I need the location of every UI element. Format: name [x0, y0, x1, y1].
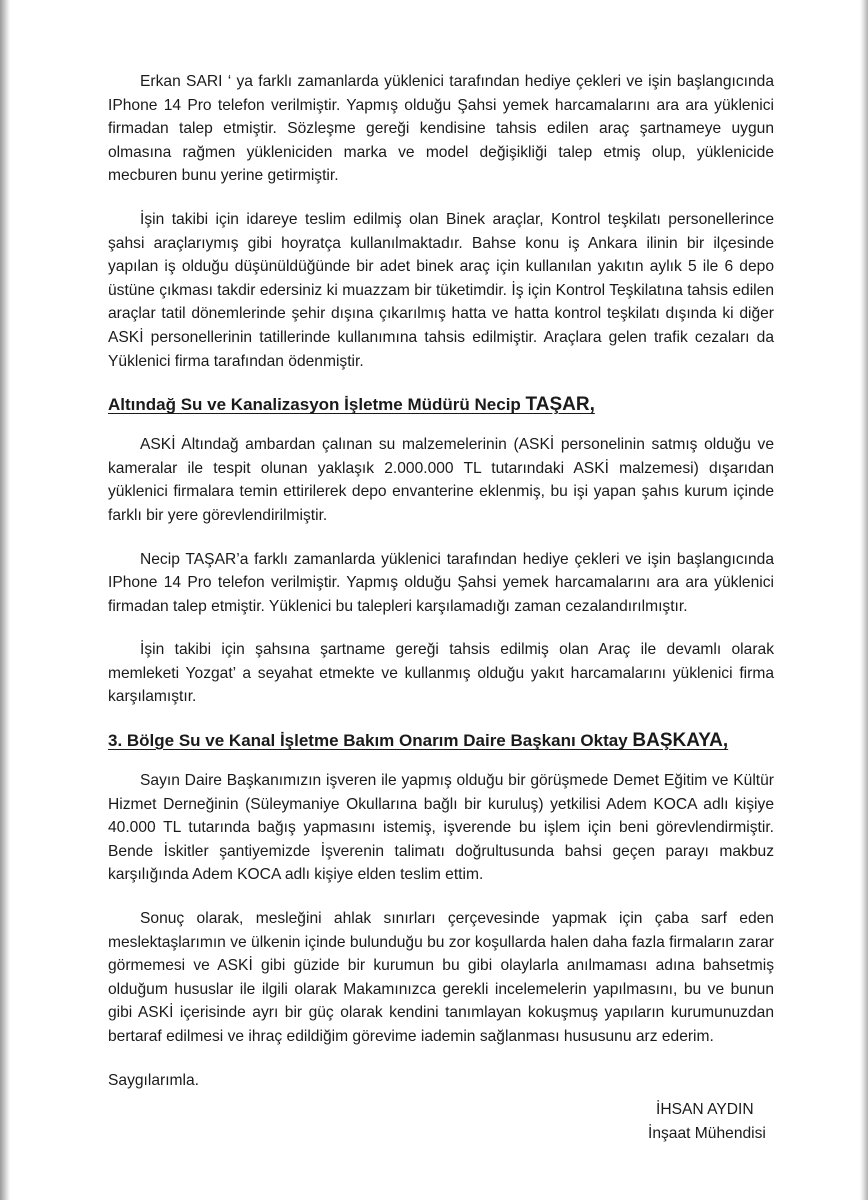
page-shadow-right: [860, 0, 868, 1200]
paragraph-stolen-materials: ASKİ Altındağ ambardan çalınan su malzemelerinin (ASKİ personelinin satmış olduğu ve kameralar ile tespit olunan yaklaşık 2.000.000 TL tutarındaki ASKİ malzemesi) dışarıdan yüklenici firmalara temin ettirilerek depo envanterine eklenmiş, bu işi yapan şahıs kurum içinde farklı bir yere görevlendirilmiştir.: [108, 436, 774, 524]
section-heading-necip-tasar: [108, 393, 774, 417]
letter-body: [108, 70, 774, 1092]
paragraph-erkan-sari: Erkan SARI ‘ ya farklı zamanlarda yüklenici tarafından hediye çekleri ve işin başlangıcında IPhone 14 Pro telefon verilmiştir. Yapmış olduğu Şahsi yemek harcamalarını ara ara yüklenici firmadan talep etmiştir. Sözleşme gereği kendisine tahsis edilen araç şartnameye uygun olmasına rağmen yükleniciden marka ve model değişikliği talep etmiş olup, yüklenicide mecburen bunu yerine getirmiştir.: [108, 73, 774, 185]
page-shadow-left: [0, 0, 10, 1200]
paragraph-donation: Sayın Daire Başkanımızın işveren ile yapmış olduğu bir görüşmede Demet Eğitim ve Kültür Hizmet Derneğinin (Süleymaniye Okullarına bağlı bir kuruluş) yetkilisi Adem KOCA adlı kişiye 40.000 TL tutarında bağış yapmasını istemiş, işverende bu işlem için beni görevlendirmiştir. Bende İskitler şantiyemizde İşverenin talimatı doğrultusunda bahsi geçen parayı makbuz karşılığında Adem KOCA adlı kişiye elden teslim ettim.: [108, 772, 774, 884]
closing-salutation: Saygılarımla.: [108, 1071, 199, 1089]
paragraph-yozgat-travel: İşin takibi için şahsına şartname gereği tahsis edilmiş olan Araç ile devamlı olarak memleketi Yozgat’ a seyahat etmekte ve kullanmış olduğu yakıt harcamalarını yüklenici firma karşılamıştır.: [108, 641, 774, 706]
heading-text: 3. Bölge Su ve Kanal İşletme Bakım Onarım Daire Başkanı Oktay: [108, 731, 633, 751]
paragraph-conclusion: Sonuç olarak, mesleğini ahlak sınırları çerçevesinde yapmak için çaba sarf eden meslektaşlarımın ve ülkenin içinde bulunduğu bu zor koşullarda halen daha fazla firmaların zarar görmemesi ve ASKİ gibi güzide bir kurumun bu gibi olaylarla anılmaması adına bahsetmiş olduğum hususlar ile ilgili olarak Makamınızca gerekli incelemelerin yapılmasını, bu ve bunun gibi ASKİ içerisinde ayrı bir güç olarak kendini tanımlayan kokuşmuş yapıların kurumunuzdan bertaraf edilmesi ve ihraç edildiğim görevime iademin sağlanması hususunu arz ederim.: [108, 910, 774, 1045]
signature-block: [648, 1098, 766, 1146]
paragraph-vehicle-usage: İşin takibi için idareye teslim edilmiş olan Binek araçlar, Kontrol teşkilatı personellerince şahsi araçlarıymış gibi hoyratça kullanılmaktadır. Bahse konu iş Ankara ilinin bir ilçesinde yapılan iş olduğu düşünüldüğünde bir adet binek araç için kullanılan yakıtın aylık 5 ile 6 depo üstüne çıkması takdir edersiniz ki muazzam bir tüketimdir. İş için Kontrol Teşkilatına tahsis edilen araçlar tatil dönemlerinde şehir dışına çıkarılmış hatta ve hatta kontrol teşkilatı dışında ki diğer ASKİ personellerinin tatillerinde kullanımına tahsis edilmiştir. Araçlara gelen trafik cezaları da Yüklenici firma tarafından ödenmiştir.: [108, 210, 774, 370]
section-heading-oktay-baskaya: [108, 729, 774, 753]
signer-name: İHSAN AYDIN: [656, 1101, 754, 1118]
paragraph-necip-gifts: Necip TAŞAR’a farklı zamanlarda yüklenici tarafından hediye çekleri ve işin başlangıcında IPhone 14 Pro telefon verilmiştir. Yapmış olduğu Şahsi yemek harcamalarını ara ara yüklenici firmadan talep etmiştir. Yüklenici bu talepleri karşılamadığı zaman cezalandırılmıştır.: [108, 550, 774, 615]
heading-surname: BAŞKAYA,: [632, 730, 729, 752]
signer-title: İnşaat Mühendisi: [648, 1125, 766, 1142]
heading-surname: TAŞAR,: [525, 394, 595, 416]
heading-text: Altındağ Su ve Kanalizasyon İşletme Müdürü Necip: [108, 395, 526, 415]
